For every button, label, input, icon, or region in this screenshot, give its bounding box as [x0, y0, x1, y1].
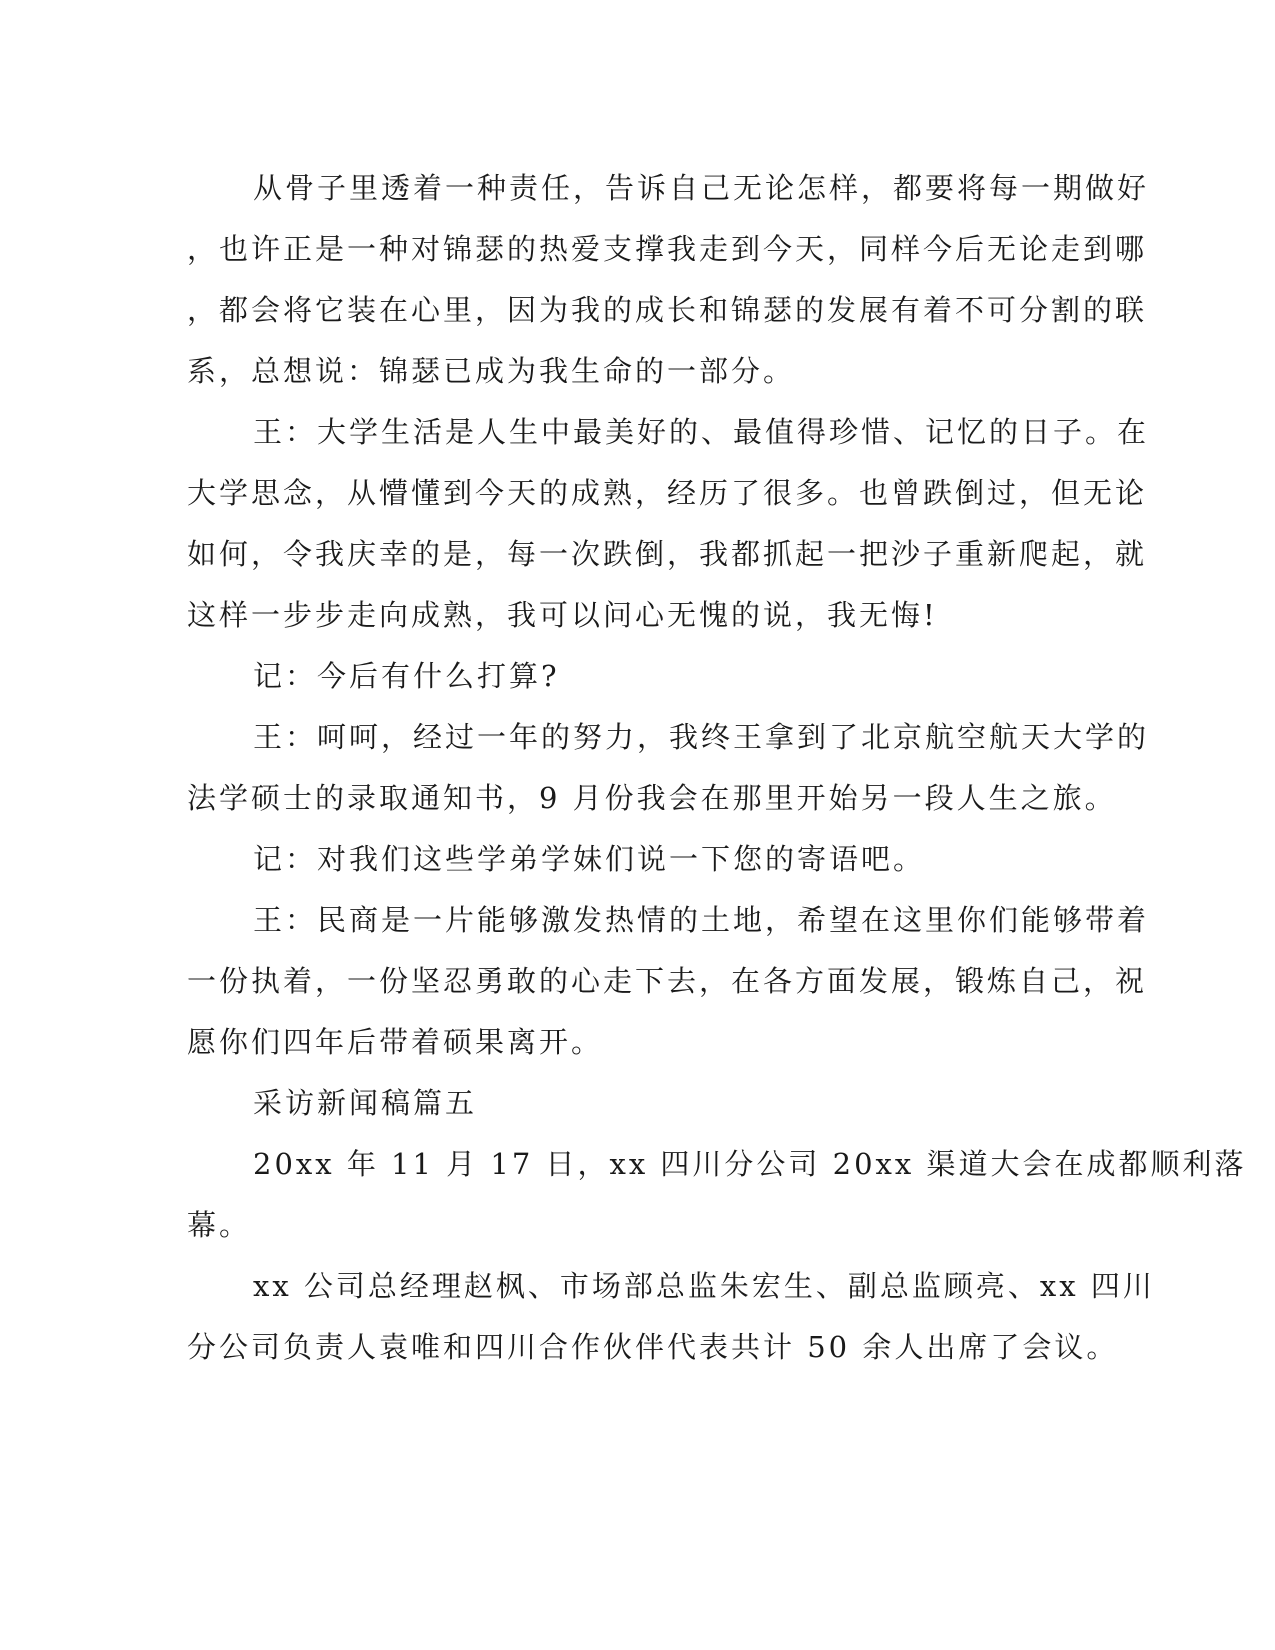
paragraph-channel-conference	[187, 1134, 1247, 1256]
paragraph-university-life	[187, 402, 1150, 646]
text-line: 系，总想说：锦瑟已成为我生命的一部分。	[187, 354, 796, 388]
text-line: 王：民商是一片能够激发热情的土地，希望在这里你们能够带着	[253, 903, 1150, 937]
text-line: ，也许正是一种对锦瑟的热爱支撑我走到今天，同样今后无论走到哪	[187, 232, 1148, 266]
text-line: 幕。	[187, 1208, 252, 1242]
document-body	[187, 158, 1247, 1378]
text-line: xx 公司总经理赵枫、市场部总监朱宏生、副总监顾亮、xx 四川	[253, 1269, 1155, 1303]
paragraph-answer-message	[187, 890, 1150, 1073]
text-line: 王：大学生活是人生中最美好的、最值得珍惜、记忆的日子。在	[253, 415, 1150, 449]
text-line: 法学硕士的录取通知书，9 月份我会在那里开始另一段人生之旅。	[187, 781, 1117, 815]
text-line: 20xx 年 11 月 17 日，xx 四川分公司 20xx 渠道大会在成都顺利落	[253, 1147, 1247, 1181]
text-line: 分公司负责人袁唯和四川合作伙伴代表共计 50 余人出席了会议。	[187, 1330, 1119, 1364]
paragraph-responsibility	[187, 158, 1150, 402]
paragraph-question-plans	[187, 646, 1067, 707]
paragraph-answer-plans	[187, 707, 1150, 829]
text-line: 从骨子里透着一种责任，告诉自己无论怎样，都要将每一期做好	[253, 171, 1150, 205]
section-heading	[187, 1073, 1067, 1134]
text-line: 一份执着，一份坚忍勇敢的心走下去，在各方面发展，锻炼自己，祝	[187, 964, 1148, 998]
text-line: 王：呵呵，经过一年的努力，我终王拿到了北京航空航天大学的	[253, 720, 1150, 754]
text-line: 如何，令我庆幸的是，每一次跌倒，我都抓起一把沙子重新爬起，就	[187, 537, 1148, 571]
text-line: ，都会将它装在心里，因为我的成长和锦瑟的发展有着不可分割的联	[187, 293, 1148, 327]
text-line: 这样一步步走向成熟，我可以问心无愧的说，我无悔!	[187, 598, 938, 632]
text-line: 愿你们四年后带着硕果离开。	[187, 1025, 604, 1059]
text-line: 大学思念，从懵懂到今天的成熟，经历了很多。也曾跌倒过，但无论	[187, 476, 1148, 510]
text-line: 记：今后有什么打算?	[253, 659, 560, 693]
text-line: 记：对我们这些学弟学妹们说一下您的寄语吧。	[253, 842, 926, 876]
text-line: 采访新闻稿篇五	[253, 1086, 478, 1120]
paragraph-question-message	[187, 829, 1067, 890]
paragraph-attendees	[187, 1256, 1155, 1378]
